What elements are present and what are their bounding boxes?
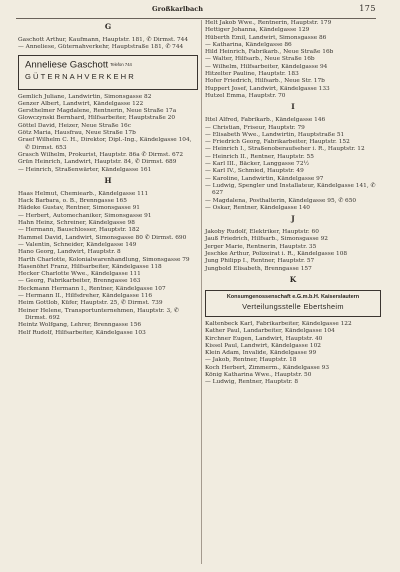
directory-entry: Kirchner Eugen, Landwirt, Hauptstr. 40 — [205, 335, 323, 342]
directory-entry: Graef Wilhelm C. H., Direktor, Dipl.-Ing., Kändelgasse 104, ✆ Dirmst. 653 — [18, 137, 192, 151]
directory-entry: Hecker Charlotte Wwe., Kändelgasse 111 — [18, 271, 141, 278]
directory-entry: — Hermann II., Hilfsdreher, Kändelgasse 116 — [18, 293, 153, 300]
ad-branch: Verteilungsstelle Ebertsheim — [242, 301, 344, 311]
directory-entry: Hitzelter Pauline, Hauptstr. 183 — [205, 71, 299, 78]
directory-entry: Koch Herbert, Zimmerm., Kändelgasse 93 — [205, 364, 330, 371]
directory-entry: Kissel Paul, Landwirt, Kändelgasse 102 — [205, 342, 321, 349]
directory-entry: Gersthelmer Magdalene, Rentnerin, Neue Straße 17a — [18, 108, 177, 115]
directory-entry: Huppert Josef, Landwirt, Kändelgasse 133 — [205, 85, 330, 92]
directory-entry: — Ludwig, Rentner, Hauptstr. 8 — [205, 379, 299, 386]
advertisement-gaschott — [18, 55, 198, 90]
directory-entry: Hofer Friedrich, Hilfsarb., Neue Str. 17b — [205, 78, 325, 85]
directory-entry: — Christian, Friseur, Hauptstr. 79 — [205, 124, 305, 131]
directory-entry: Gaschott Arthur, Kaufmann, Hauptstr. 181, ✆ Dirmst. 744 — [18, 37, 189, 43]
directory-entry: Hild Heinrich, Fabrikarb., Neue Straße 16b — [205, 49, 334, 56]
directory-entry: — Wilhelm, Hilfsarbeiter, Kändelgasse 94 — [205, 63, 328, 70]
directory-entry: König Katharina Wwe., Hauptstr. 50 — [205, 371, 312, 378]
directory-entry: — Hermann, Bauschlosser, Hauptstr. 182 — [18, 227, 140, 234]
directory-entry: — Anneliese, Güternahverkehr, Hauptstraße 181, ✆ 744 — [18, 44, 184, 51]
directory-entry: Hädeke Gustav, Rentner, Simonsgasse 91 — [18, 205, 140, 212]
directory-entry: Jerger Marie, Rentnerin, Hauptstr. 35 — [205, 243, 317, 250]
directory-entry: — Jakob, Rentner, Hauptstr. 18 — [205, 357, 297, 364]
directory-entry: Jauß Friedrich, Hilfsarb., Simonsgasse 92 — [205, 236, 328, 243]
directory-entry: — Karl III., Bäcker, Langgasse 72½ — [205, 161, 310, 168]
directory-entry: Jungbold Elisabeth, Brenngasse 157 — [205, 265, 312, 272]
ad-name-text: Anneliese Gaschott — [25, 59, 109, 71]
ad-telephone: Telefon 744 — [110, 61, 132, 67]
ad-service: GÜTERNAHVERKEHR — [25, 72, 136, 82]
directory-entry: Hammel David, Landwirt, Simonsgasse 80 ✆ Dirmst. 690 — [18, 234, 187, 241]
page-header — [16, 4, 376, 19]
left-column — [18, 20, 198, 337]
column-divider — [201, 20, 202, 564]
directory-entry: Götz Maria, Hausfrau, Neue Straße 17b — [18, 130, 136, 137]
directory-entry: Heckmann Hermann I., Rentner, Kändelgasse 107 — [18, 285, 166, 292]
directory-entry: — Magdalena, Posthalterin, Kändelgasse 95, ✆ 650 — [205, 197, 357, 204]
directory-entry: Hasenöhrl Franz, Hilfsarbeiter, Kändelgasse 118 — [18, 263, 162, 270]
section-heading: K — [289, 274, 297, 284]
directory-entry: — Karoline, Landwirtin, Kändelgasse 97 — [205, 175, 324, 182]
advertisement-konsum — [205, 290, 381, 317]
directory-entry: — Heinrich II., Rentner, Hauptstr. 55 — [205, 153, 314, 160]
directory-entry: Hano Georg, Landwirt, Hauptstr. 8 — [18, 249, 121, 256]
section-heading: H — [104, 175, 112, 185]
directory-entry: — Walter, Hilfsarb., Neue Straße 16b — [205, 56, 315, 63]
directory-entry: Helf Rudolf, Hilfsarbeiter, Kändelgasse 103 — [18, 329, 146, 336]
directory-entry: Jung Philipp I., Rentner, Hauptstr. 57 — [205, 258, 315, 265]
directory-entry: — Oskar, Rentner, Kändelgasse 140 — [205, 204, 310, 211]
section-heading: I — [291, 102, 295, 112]
directory-entry: Hettiger Johanna, Kändelgasse 129 — [205, 27, 310, 34]
directory-entry: Jakoby Rudolf, Elektriker, Hauptstr. 60 — [205, 229, 319, 236]
directory-entry: — Katharina, Kändelgasse 86 — [205, 41, 292, 48]
directory-entry: — Valentin, Schneider, Kändelgasse 149 — [18, 241, 137, 248]
section-heading: J — [291, 214, 295, 224]
directory-entry: Hahn Heinz, Schreiner, Kändelgasse 98 — [18, 220, 135, 227]
directory-entry: — Heinrich, Straßenwärter, Kändelgasse 161 — [18, 166, 152, 173]
directory-entry: Haas Helmut, Chemiearb., Kändelgasse 111 — [18, 190, 149, 197]
directory-entry: — Herbert, Automechaniker, Simonsgasse 91 — [18, 212, 152, 219]
directory-entry: Grasch Wilhelm, Prokurist, Hauptstr. 86a ✆ Dirmst. 672 — [18, 151, 184, 158]
directory-entry: — Ludwig, Spengler und Installateur, Kändelgasse 141, ✆ 627 — [205, 182, 376, 197]
directory-entry: Hutzel Emma, Hauptstr. 70 — [205, 92, 286, 99]
directory-entry: Helt Jakob Wwe., Rentnerin, Hauptstr. 179 — [205, 20, 332, 26]
directory-entry: Grün Heinrich, Landwirt, Hauptstr. 84, ✆ Dirmst. 689 — [18, 159, 177, 166]
directory-entry: — Georg, Fabrikarbeiter, Brenngasse 163 — [18, 278, 141, 285]
directory-entry: — Friedrich Georg, Fabrikarbeiter, Hauptstr. 152 — [205, 139, 350, 146]
directory-entry: Göttel David, Heizer, Neue Straße 16c — [18, 122, 131, 129]
right-column — [205, 20, 381, 387]
ad-cooperative-name: Konsumgenossenschaft e.G.m.b.H. Kaiserslautern — [226, 293, 360, 300]
directory-entry: — Elisabeth Wwe., Landwirtin, Hauptstraße 51 — [205, 131, 345, 138]
directory-entry: Kather Paul, Landarbeiter, Kändelgasse 104 — [205, 328, 335, 335]
page-number: 175 — [359, 4, 376, 13]
directory-entry: Kaltenbeck Karl, Fabrikarbeiter, Kändelgasse 122 — [205, 320, 352, 327]
directory-entry: Gemlich Juliane, Landwirtin, Simonsgasse 82 — [18, 93, 152, 100]
directory-entry: Genzer Albert, Landwirt, Kändelgasse 122 — [18, 100, 144, 107]
section-heading: G — [104, 22, 112, 31]
directory-entry: Heiner Helene, Transportunternehmen, Hauptstr. 3, ✆ Dirmst. 692 — [18, 307, 179, 321]
directory-entry: — Heinrich I., Straßenoberaufseher i. R., Hauptstr. 12 — [205, 146, 365, 153]
directory-entry: — Karl IV., Schmied, Hauptstr. 49 — [205, 168, 304, 175]
directory-entry: Glowczynski Bernhard, Hilfsarbeiter, Hauptstraße 20 — [18, 115, 176, 122]
ad-company-name — [25, 59, 193, 72]
directory-entry: Hack Barbara, o. B., Brenngasse 165 — [18, 198, 127, 205]
directory-entry: Heim Gottlob, Küfer, Hauptstr. 25, ✆ Dirmst. 739 — [18, 300, 163, 307]
directory-entry: Harth Charlotte, Kolonialwarenhandlung, Simonsgasse 79 — [18, 256, 190, 263]
running-title: Großkarlbach — [152, 5, 204, 13]
directory-entry: Klein Adam, Invalide, Kändelgasse 99 — [205, 350, 317, 357]
directory-entry: Hüberth Emil, Landwirt, Simonsgasse 86 — [205, 34, 327, 41]
directory-entry: Ittel Alfred, Fabrikarb., Kändelgasse 146 — [205, 117, 326, 124]
directory-entry: Jeschke Arthur, Polizeirat i. R., Kändelgasse 108 — [205, 251, 348, 258]
directory-entry: Heintz Wolfgang, Lehrer, Brenngasse 156 — [18, 322, 142, 329]
